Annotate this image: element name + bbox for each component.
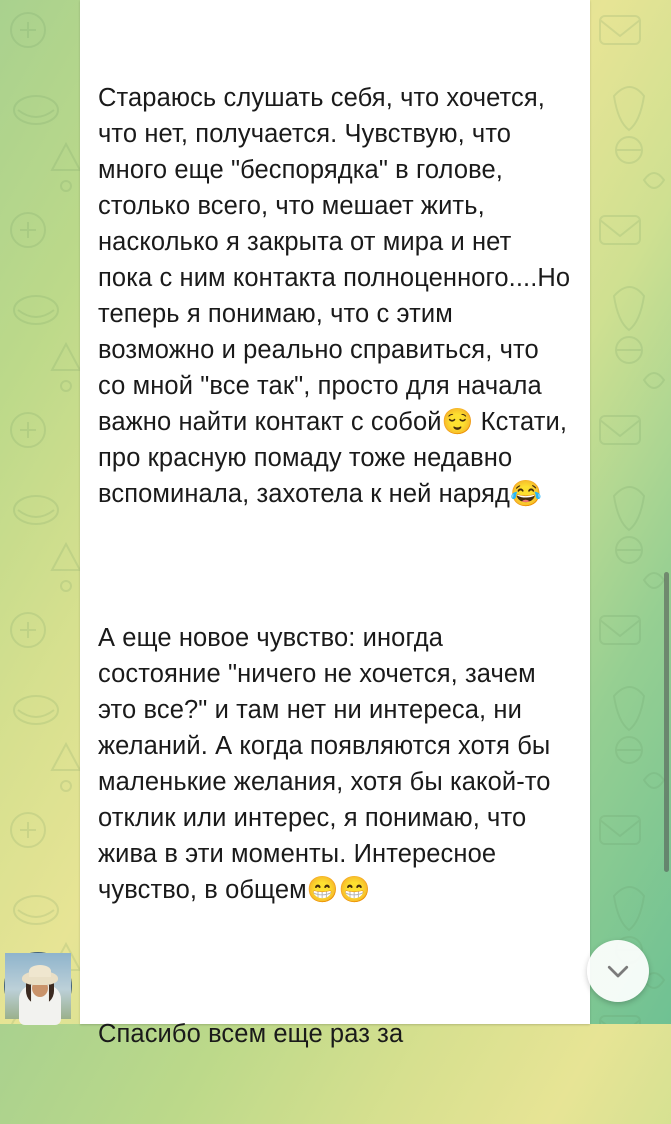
avatar[interactable] (4, 952, 72, 1020)
scroll-to-bottom-button[interactable] (587, 940, 649, 1002)
scrollbar-thumb[interactable] (664, 572, 669, 872)
chevron-down-icon (603, 956, 633, 986)
message-paragraph: Стараюсь слушать себя, что хочется, что нет, получается. Чувствую, что много еще "беспорядка" в голове, столько всего, что мешает жить, насколько я закрыта от мира и нет пока с ним контакта полноценного....Но теперь я понимаю, что с этим возможно и реально справиться, что со мной "все так", просто для начала важно найти контакт с собой😌 Кстати, про красную помаду тоже недавно вспоминала, захотела к ней наряд😂 (98, 84, 578, 508)
message-paragraph: Спасибо всем еще раз за (98, 1020, 404, 1048)
avatar-hat-top (29, 965, 51, 977)
message-bubble[interactable] (80, 0, 590, 1048)
message-text-body (80, 0, 590, 1124)
message-paragraph: А еще новое чувство: иногда состояние "ничего не хочется, зачем это все?" и там нет ни интереса, ни желаний. А когда появляются хотя бы маленькие желания, хотя бы какой-то отклик или интерес, я понимаю, что жива в эти моменты. Интересное чувство, в общем😁😁 (98, 624, 558, 904)
vertical-scrollbar[interactable] (664, 0, 669, 1024)
